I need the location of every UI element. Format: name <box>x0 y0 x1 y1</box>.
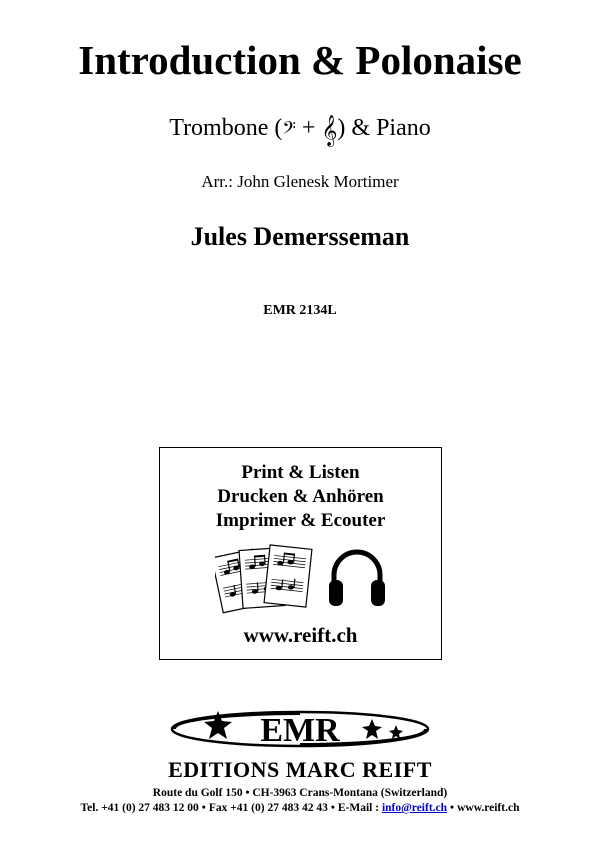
catalog-number: EMR 2134L <box>263 303 337 318</box>
promo-website[interactable]: www.reift.ch <box>243 623 358 647</box>
arranger-credit: Arr.: John Glenesk Mortimer <box>201 172 399 191</box>
instrumentation-suffix: ) & Piano <box>337 115 431 141</box>
publisher-name: EDITIONS MARC REIFT <box>168 757 432 782</box>
instrumentation-plus: + <box>295 115 322 141</box>
separator-1: • <box>201 802 206 814</box>
promo-box <box>159 447 442 660</box>
promo-artwork <box>160 537 441 621</box>
sheet-music-icon <box>215 539 320 624</box>
fax-label: Fax +41 (0) 27 483 42 43 <box>208 802 328 814</box>
instrumentation-prefix: Trombone ( <box>169 115 283 141</box>
promo-line-french: Imprimer & Ecouter <box>215 510 386 531</box>
treble-clef-icon: 𝄞 <box>321 115 338 146</box>
headphones-icon <box>328 547 386 614</box>
promo-line-english: Print & Listen <box>241 462 360 483</box>
email-label: E-Mail : <box>337 802 380 814</box>
separator-2: • <box>330 802 335 814</box>
instrumentation-line <box>0 113 600 146</box>
email-link[interactable]: info@reift.ch <box>381 802 448 814</box>
publisher-address: Route du Golf 150 • CH-3963 Crans-Montana (Switzerland) <box>152 787 448 799</box>
page-title: Introduction & Polonaise <box>78 37 522 83</box>
promo-text-block <box>160 448 441 533</box>
phone-label: Tel. +41 (0) 27 483 12 00 <box>80 802 199 814</box>
promo-line-german: Drucken & Anhören <box>217 486 384 507</box>
composer-name: Jules Demersseman <box>190 222 410 251</box>
bass-clef-icon: 𝄢 <box>282 118 296 142</box>
publisher-logo <box>0 703 600 758</box>
separator-3: • <box>450 802 455 814</box>
logo-text: EMR <box>260 712 340 749</box>
website-label[interactable]: www.reift.ch <box>457 802 520 814</box>
publisher-contact <box>0 802 600 814</box>
